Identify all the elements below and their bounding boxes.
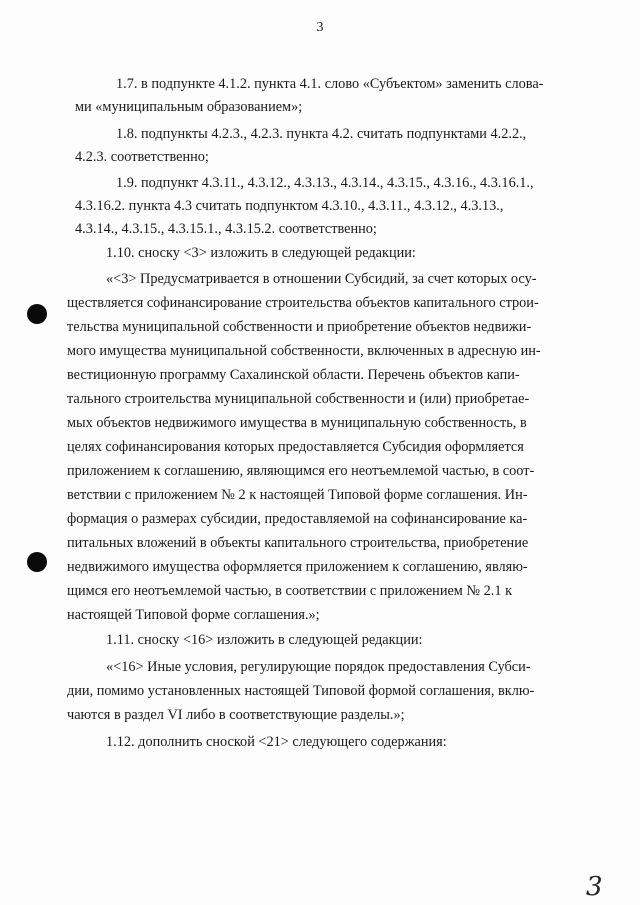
paragraph-line: 1.7. в подпункте 4.1.2. пункта 4.1. слово «Субъектом» заменить слова-	[116, 76, 544, 92]
paragraph-line: «<3> Предусматривается в отношении Субсидий, за счет которых осу-	[106, 271, 537, 287]
page-number: 3	[316, 20, 324, 35]
paragraph-line: ществляется софинансирование строительства объектов капитального строи-	[67, 295, 539, 311]
punch-hole-top	[27, 304, 47, 324]
paragraph-line: тального строительства муниципальной собственности и (или) приобретае-	[67, 391, 530, 407]
paragraph-line: чаются в раздел VI либо в соответствующие разделы.»;	[67, 707, 405, 723]
paragraph-line: 4.2.3. соответственно;	[75, 149, 209, 165]
paragraph-line: питальных вложений в объекты капитального строительства, приобретение	[67, 535, 529, 551]
paragraph-line: приложением к соглашению, являющимся его неотъемлемой частью, в соот-	[67, 463, 535, 479]
paragraph-line: мого имущества муниципальной собственности, включенных в адресную ин-	[67, 343, 541, 359]
paragraph-line: 1.10. сноску <3> изложить в следующей редакции:	[106, 245, 416, 261]
paragraph-line: 4.3.14., 4.3.15., 4.3.15.1., 4.3.15.2. соответственно;	[75, 221, 377, 237]
paragraph-line: формация о размерах субсидии, предоставляемой на софинансирование ка-	[67, 511, 528, 527]
paragraph-line: 1.12. дополнить сноской <21> следующего содержания:	[106, 734, 447, 750]
paragraph-line: 1.9. подпункт 4.3.11., 4.3.12., 4.3.13., 4.3.14., 4.3.15., 4.3.16., 4.3.16.1.,	[116, 175, 534, 191]
paragraph-line: мых объектов недвижимого имущества в муниципальную собственность, в	[67, 415, 527, 431]
paragraph-line: вестиционную программу Сахалинской области. Перечень объектов капи-	[67, 367, 520, 383]
paragraph-line: настоящей Типовой форме соглашения.»;	[67, 607, 320, 623]
paragraph-line: 4.3.16.2. пункта 4.3 считать подпунктом 4.3.10., 4.3.11., 4.3.12., 4.3.13.,	[75, 198, 504, 214]
paragraph-line: 1.11. сноску <16> изложить в следующей редакции:	[106, 632, 423, 648]
handwritten-page-mark: 3	[586, 872, 603, 902]
paragraph-line: тельства муниципальной собственности и приобретение объектов недвижи-	[67, 319, 532, 335]
paragraph-line: недвижимого имущества оформляется приложением к соглашению, являю-	[67, 559, 528, 575]
paragraph-line: ми «муниципальным образованием»;	[75, 99, 303, 115]
paragraph-line: «<16> Иные условия, регулирующие порядок предоставления Субси-	[106, 659, 531, 675]
punch-hole-bottom	[27, 552, 47, 572]
paragraph-line: ветствии с приложением № 2 к настоящей Типовой форме соглашения. Ин-	[67, 487, 528, 503]
paragraph-line: 1.8. подпункты 4.2.3., 4.2.3. пункта 4.2. считать подпунктами 4.2.2.,	[116, 126, 527, 142]
paragraph-line: целях софинансирования которых предоставляется Субсидия оформляется	[67, 439, 524, 455]
paragraph-line: щимся его неотъемлемой частью, в соответствии с приложением № 2.1 к	[67, 583, 513, 599]
paragraph-line: дии, помимо установленных настоящей Типовой формой соглашения, вклю-	[67, 683, 535, 699]
